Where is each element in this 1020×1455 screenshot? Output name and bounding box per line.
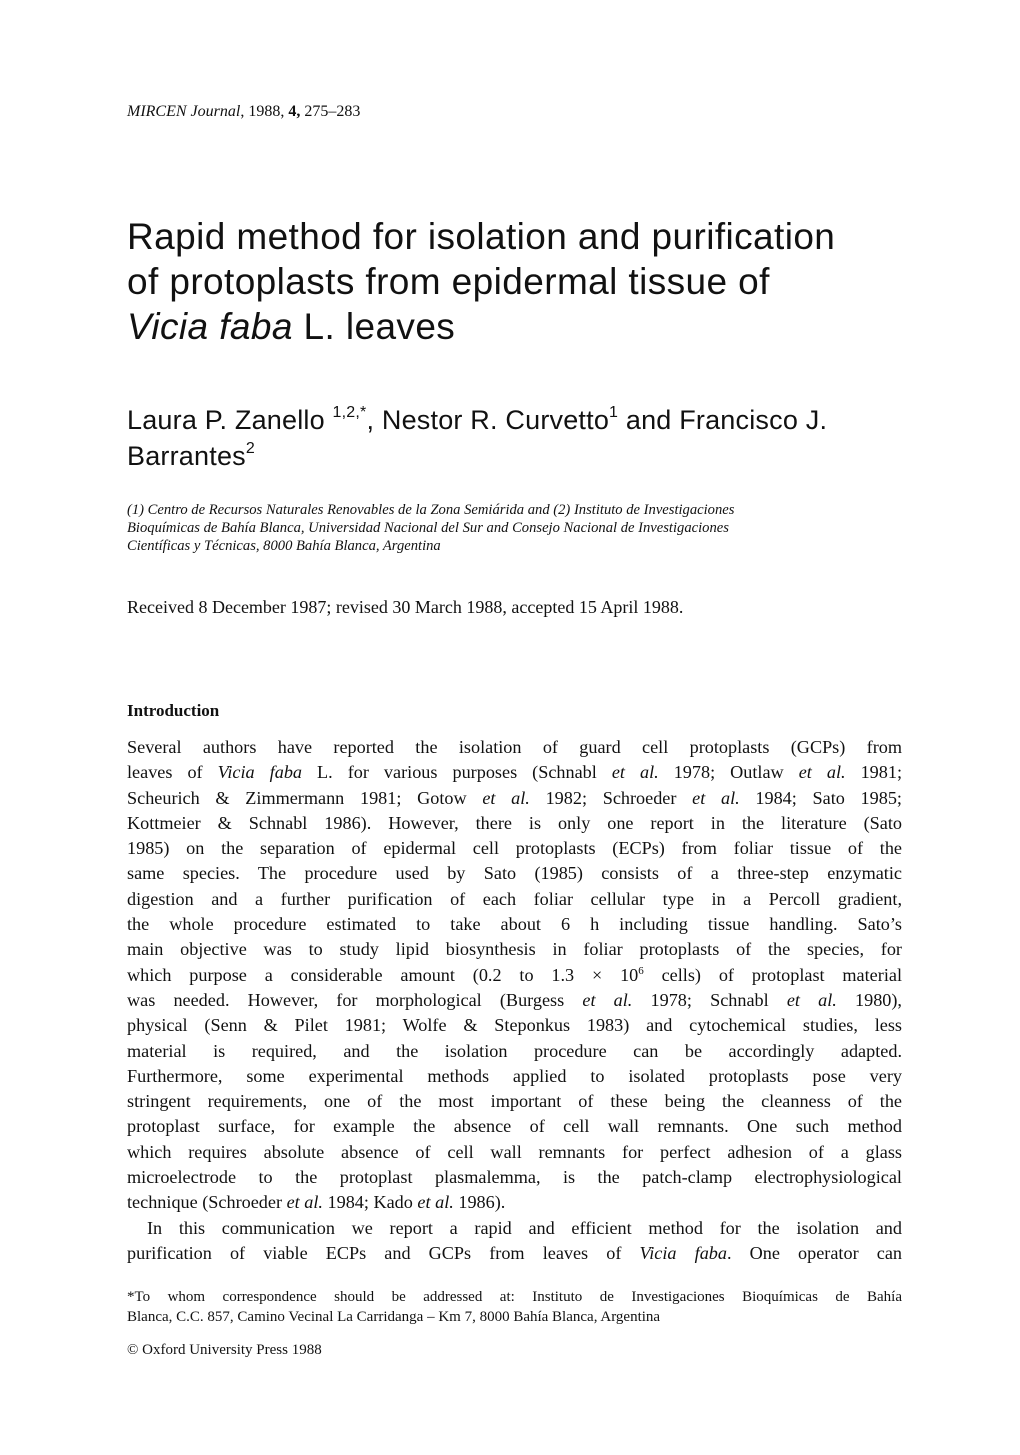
body-line: digestion and a further purification of each foliar cellular type in a Percoll gradient, xyxy=(127,888,902,909)
body-line: was needed. However, for morphological (Burgess et al. 1978; Schnabl et al. 1980), xyxy=(127,989,902,1010)
body-line: Furthermore, some experimental methods applied to isolated protoplasts pose very xyxy=(127,1065,902,1086)
introduction-body xyxy=(127,735,902,1266)
received-dates: Received 8 December 1987; revised 30 March 1988, accepted 15 April 1988. xyxy=(127,597,684,617)
article-title: Rapid method for isolation and purification of protoplasts from epidermal tissue of Vicia faba L. leaves xyxy=(127,216,836,347)
body-line: technique (Schroeder et al. 1984; Kado et al. 1986). xyxy=(127,1192,506,1213)
author-list: Laura P. Zanello $^{1,2,*}$, Nestor R. Curvetto$^1$ and Francisco J. Barrantes$^2$ xyxy=(127,404,828,471)
body-line: purification of viable ECPs and GCPs from leaves of Vicia faba. One operator can xyxy=(127,1242,902,1263)
body-line: same species. The procedure used by Sato (1985) consists of a three-step enzymatic xyxy=(127,863,902,884)
journal-name: MIRCEN Journal xyxy=(127,103,241,120)
body-line: Scheurich & Zimmermann 1981; Gotow et al. 1982; Schroeder et al. 1984; Sato 1985; xyxy=(127,787,902,808)
body-line: microelectrode to the protoplast plasmalemma, is the patch-clamp electrophysiological xyxy=(127,1167,902,1188)
body-line: material is required, and the isolation procedure can be accordingly adapted. xyxy=(127,1040,902,1061)
body-line: which purpose a considerable amount (0.2 to $1.3 \times 10^6$ cells) of protoplast material xyxy=(127,964,902,985)
body-line: In this communication we report a rapid and efficient method for the isolation and xyxy=(147,1217,902,1238)
species-name: Vicia faba xyxy=(127,306,293,347)
body-line: which requires absolute absence of cell wall remnants for perfect adhesion of a glass xyxy=(127,1141,902,1162)
body-line: stringent requirements, one of the most important of these being the cleanness of the xyxy=(127,1091,902,1112)
journal-volume: 4, xyxy=(288,103,301,120)
affiliations: (1) Centro de Recursos Naturales Renovables de la Zona Semiárida and (2) Instituto de Investigaciones Bioquímicas de Bahía Blanca, Universidad Nacional del Sur and Consejo Nacional de Investigaciones Científicas y Técnicas, 8000 Bahía Blanca, Argentina xyxy=(127,502,735,554)
body-line: Kottmeier & Schnabl 1986). However, there is only one report in the literature (Sato xyxy=(127,812,902,833)
body-line: protoplast surface, for example the absence of cell wall remnants. One such method xyxy=(127,1116,902,1137)
correspondence-footnote: *To whom correspondence should be addressed at: Instituto de Investigaciones Bioquímicas de Bahía Blanca, C.C. 857, Camino Vecinal La Carridanga – Km 7, 8000 Bahía Blanca, Argentina xyxy=(127,1289,902,1325)
copyright-notice: © Oxford University Press 1988 xyxy=(127,1342,322,1358)
journal-citation: MIRCEN Journal, 1988, 4, 275–283 xyxy=(127,103,361,120)
section-heading-introduction: Introduction xyxy=(127,701,220,720)
body-line: Several authors have reported the isolation of guard cell protoplasts (GCPs) from xyxy=(127,737,902,757)
body-line: the whole procedure estimated to take about 6 h including tissue handling. Sato’s xyxy=(127,914,902,935)
body-line: leaves of Vicia faba L. for various purposes (Schnabl et al. 1978; Outlaw et al. 1981; xyxy=(127,762,902,783)
body-line: physical (Senn & Pilet 1981; Wolfe & Steponkus 1983) and cytochemical studies, less xyxy=(127,1015,902,1036)
body-line: main objective was to study lipid biosynthesis in foliar protoplasts of the species, for xyxy=(127,939,902,960)
journal-pages: 275–283 xyxy=(300,103,361,120)
body-line: 1985) on the separation of epidermal cell protoplasts (ECPs) from foliar tissue of the xyxy=(127,838,902,859)
